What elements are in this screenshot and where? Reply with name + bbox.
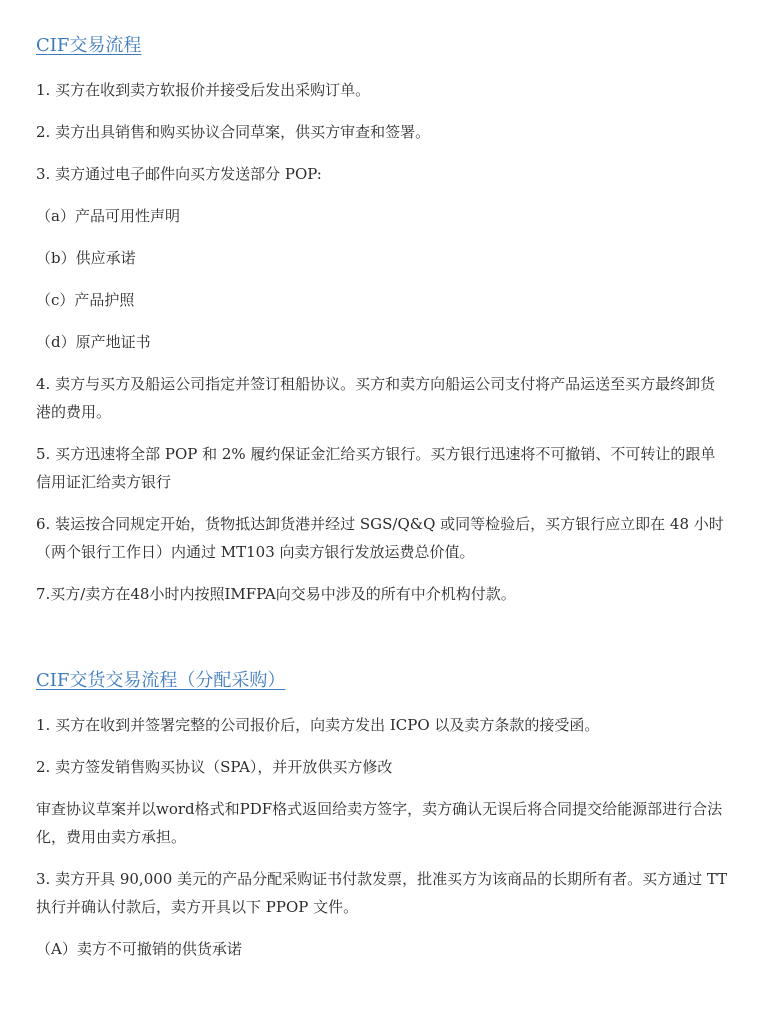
paragraph-item-c: （c）产品护照: [36, 291, 135, 309]
paragraph-step-3: 3. 卖方通过电子邮件向买方发送部分 POP:: [36, 165, 322, 183]
paragraph-delivery-step-1: 1. 买方在收到并签署完整的公司报价后，向卖方发出 ICPO 以及卖方条款的接受函。: [36, 716, 600, 734]
paragraph-step-4: 4. 卖方与买方及船运公司指定并签订租船协议。买方和卖方向船运公司支付将产品运送至买方最终卸货港的费用。: [36, 375, 716, 421]
paragraph-item-d: （d）原产地证书: [36, 333, 151, 351]
paragraph-delivery-step-2-continued: 审查协议草案并以word格式和PDF格式返回给卖方签字，卖方确认无误后将合同提交给能源部进行合法化，费用由卖方承担。: [36, 800, 723, 846]
section-title-cif-process[interactable]: CIF交易流程: [36, 35, 142, 56]
paragraph-step-5: 5. 买方迅速将全部 POP 和 2% 履约保证金汇给买方银行。买方银行迅速将不可撤销、不可转让的跟单信用证汇给卖方银行: [36, 445, 716, 491]
paragraph-item-b: （b）供应承诺: [36, 249, 136, 267]
section-title-cif-delivery-process[interactable]: CIF交货交易流程（分配采购）: [36, 670, 286, 691]
paragraph-step-2: 2. 卖方出具销售和购买协议合同草案，供买方审查和签署。: [36, 123, 431, 141]
paragraph-step-1: 1. 买方在收到卖方软报价并接受后发出采购订单。: [36, 81, 371, 99]
paragraph-step-6: 6. 装运按合同规定开始，货物抵达卸货港并经过 SGS/Q&Q 或同等检验后，买方银行应立即在 48 小时（两个银行工作日）内通过 MT103 向卖方银行发放运费总价值。: [36, 515, 724, 561]
paragraph-delivery-step-2: 2. 卖方签发销售购买协议（SPA），并开放供买方修改: [36, 758, 393, 776]
paragraph-delivery-step-3: 3. 卖方开具 90,000 美元的产品分配采购证书付款发票，批准买方为该商品的长期所有者。买方通过 TT 执行并确认付款后，卖方开具以下 PPOP 文件。: [36, 870, 728, 916]
paragraph-item-a: （a）产品可用性声明: [36, 207, 180, 225]
paragraph-step-7: 7.买方/卖方在48小时内按照IMFPA向交易中涉及的所有中介机构付款。: [36, 585, 516, 603]
paragraph-delivery-item-A: （A）卖方不可撤销的供货承诺: [36, 940, 242, 958]
